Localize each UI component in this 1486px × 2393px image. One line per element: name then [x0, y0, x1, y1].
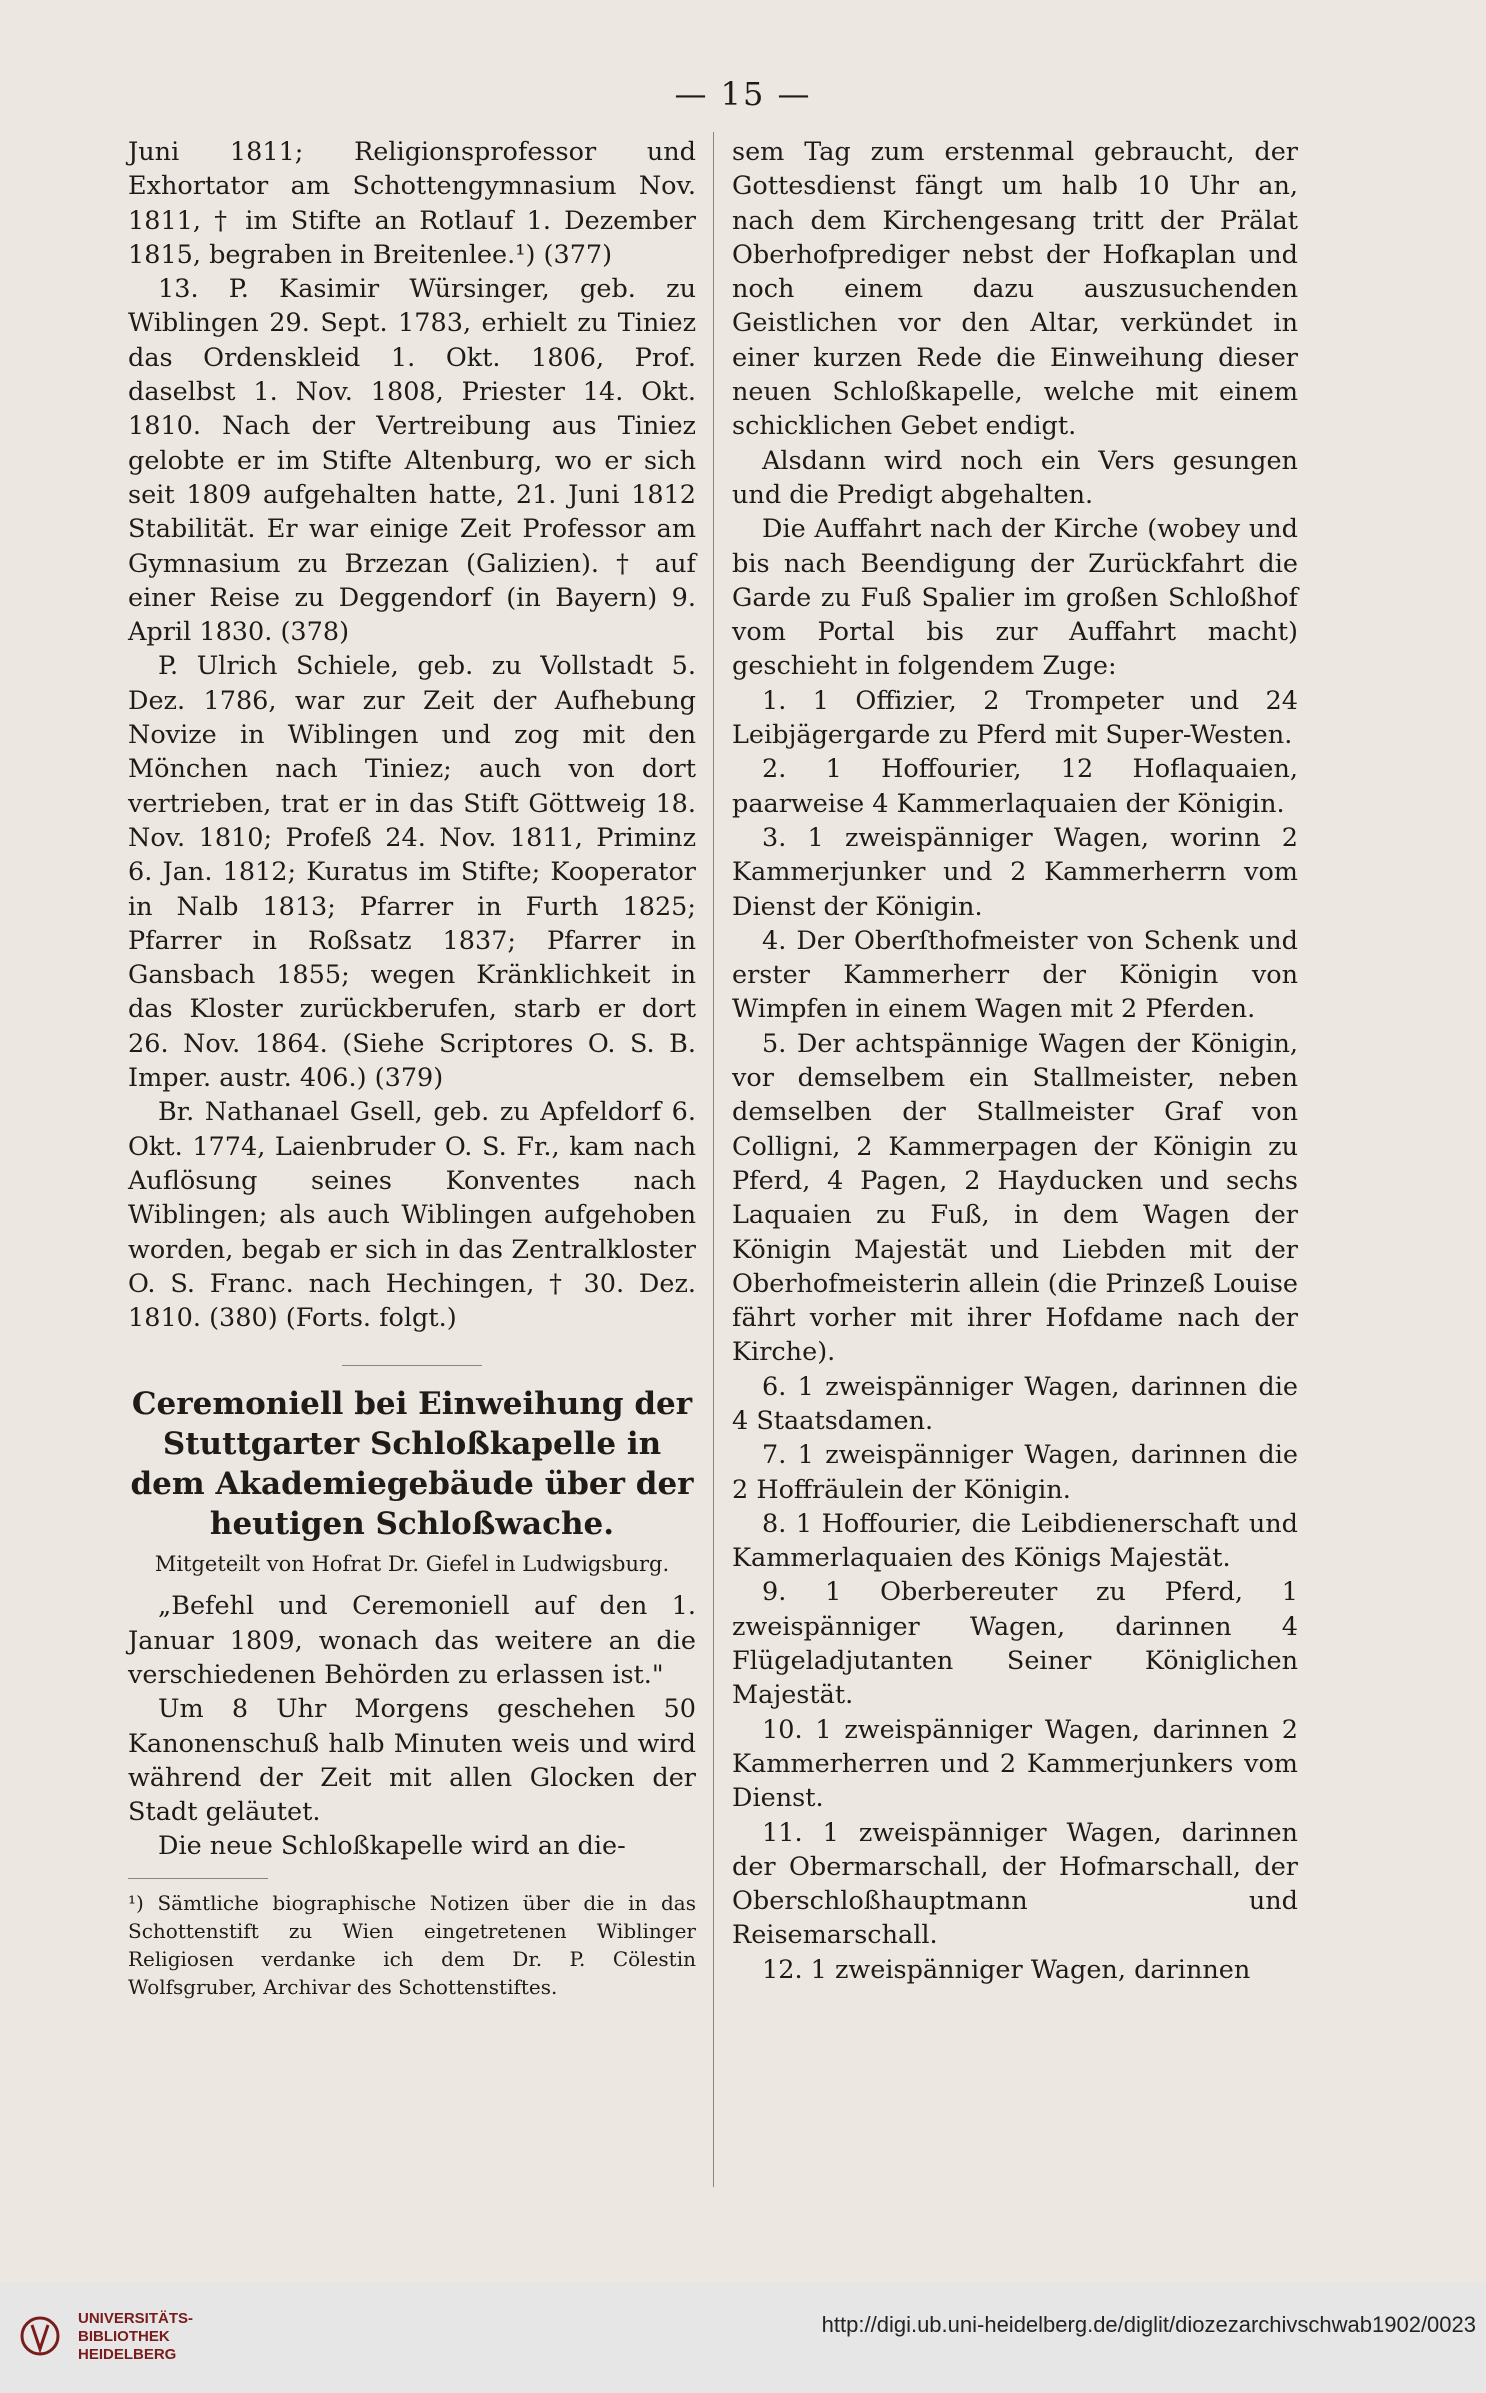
logo-line: BIBLIOTHEK — [78, 2328, 170, 2345]
logo-line: UNIVERSITÄTS- — [78, 2310, 194, 2327]
paragraph: Br. Nathanael Gsell, geb. zu Apfeldorf 6. Okt. 1774, Laienbruder O. S. Fr., kam nach Auflösung seines Konventes nach Wiblingen; als auch Wiblingen aufgehoben worden, begab er sich in das Zentralkloster O. S. Franc. nach Hechingen, † 30. Dez. 1810. (380) (Forts. folgt.) — [128, 1097, 696, 1334]
page-number: — 15 — — [674, 75, 812, 113]
section-divider — [342, 1365, 482, 1366]
procession-item: 8. 1 Hoffourier, die Leibdienerschaft und Kammerlaquaien des Königs Majestät. — [732, 1508, 1298, 1574]
procession-item: 3. 1 zweispänniger Wagen, worinn 2 Kammerjunker und 2 Kammerherrn vom Dienst der Königin. — [732, 822, 1298, 922]
procession-item: 10. 1 zweispänniger Wagen, darinnen 2 Kammerherren und 2 Kammerjunkers vom Dienst. — [732, 1714, 1298, 1814]
paragraph: Die Auffahrt nach der Kirche (wobey und bis nach Beendigung der Zurückfahrt die Garde zu Fuß Spalier im großen Schloßhof vom Portal bis zur Auffahrt macht) geschieht in folgendem Zuge: — [732, 514, 1298, 682]
paragraph: Alsdann wird noch ein Vers gesungen und die Predigt abgehalten. — [732, 445, 1298, 510]
logo-line: HEIDELBERG — [78, 2346, 177, 2363]
procession-item: 12. 1 zweispänniger Wagen, darinnen — [762, 1954, 1251, 1985]
procession-item: 7. 1 zweispänniger Wagen, darinnen die 2 Hoffräulein der Königin. — [732, 1440, 1298, 1505]
paragraph: sem Tag zum erstenmal gebraucht, der Gottesdienst fängt um halb 10 Uhr an, nach dem Kirchengesang tritt der Prälat Oberhofprediger nebst der Hofkaplan und noch einem dazu auszusuchenden Geistlichen vor den Altar, verkündet in einer kurzen Rede die Einweihung dieser neuen Schloßkapelle, welche mit einem schicklichen Gebet endigt. — [732, 137, 1298, 442]
paragraph: „Befehl und Ceremoniell auf den 1. Januar 1809, wonach das weitere an die verschiedenen Behörden zu erlassen ist." — [128, 1591, 696, 1690]
procession-item: 9. 1 Oberbereuter zu Pferd, 1 zweispänniger Wagen, darinnen 4 Flügeladjutanten Seiner Königlichen Majestät. — [732, 1577, 1298, 1711]
procession-item: 2. 1 Hoffourier, 12 Hoflaquaien, paarweise 4 Kammerlaquaien der Königin. — [732, 754, 1298, 819]
footnote: ¹) Sämtliche biographische Notizen über die in das Schottenstift zu Wien eingetretenen Wiblinger Religiosen verdanke ich dem Dr. P. Cölestin Wolfsgruber, Archivar des Schottenstiftes. — [128, 1890, 696, 1999]
procession-item: 1. 1 Offizier, 2 Trompeter und 24 Leibjägergarde zu Pferd mit Super-Westen. — [732, 685, 1298, 751]
procession-item: 11. 1 zweispänniger Wagen, darinnen der Obermarschall, der Hofmarschall, der Oberschloßhauptmann und Reisemarschall. — [732, 1817, 1298, 1951]
procession-item: 4. Der Oberſthofmeister von Schenk und erster Kammerherr der Königin von Wimpfen in einem Wagen mit 2 Pferden. — [732, 925, 1298, 1025]
procession-item: 5. Der achtspännige Wagen der Königin, vor demselbem ein Stallmeister, neben demselben der Stallmeister Graf von Colligni, 2 Kammerpagen der Königin zu Pferd, 4 Pagen, 2 Hayducken und sechs Laquaien zu Fuß, in dem Wagen der Königin Majestät und Liebden mit der Oberhofmeisterin allein (die Prinzeß Louise fährt vorher mit ihrer Hofdame nach der Kirche). — [732, 1028, 1298, 1368]
library-logo-text — [78, 2310, 193, 2364]
footnote-divider — [128, 1878, 268, 1879]
university-seal-icon — [20, 2305, 60, 2367]
paragraph: Die neue Schloßkapelle wird an die- — [158, 1831, 626, 1862]
source-url-link[interactable]: http://digi.ub.uni-heidelberg.de/diglit/diozezarchivschwab1902/0023 — [821, 2312, 1476, 2337]
article-headline: Ceremoniell bei Einweihung der Stuttgarter Schloßkapelle in dem Akademiegebäude über der heutigen Schloßwache. — [130, 1386, 694, 1543]
paragraph: Um 8 Uhr Morgens geschehen 50 Kanonenschuß halb Minuten weis und wird während der Zeit mit allen Glocken der Stadt geläutet. — [128, 1694, 696, 1828]
paragraph: 13. P. Kasimir Würsinger, geb. zu Wiblingen 29. Sept. 1783, erhielt zu Tiniez das Ordenskleid 1. Okt. 1806, Prof. daselbst 1. Nov. 1808, Priester 14. Okt. 1810. Nach der Vertreibung aus Tiniez gelobte er im Stifte Altenburg, wo er sich seit 1809 aufgehalten hatte, 21. Juni 1812 Stabilität. Er war einige Zeit Professor am Gymnasium zu Brzezan (Galizien). † auf einer Reise zu Deggendorf (in Bayern) 9. April 1830. (378) — [128, 274, 696, 648]
procession-item: 6. 1 zweispänniger Wagen, darinnen die 4 Staatsdamen. — [732, 1371, 1298, 1436]
article-byline: Mitgeteilt von Hofrat Dr. Giefel in Ludwigsburg. — [154, 1552, 670, 1577]
paragraph: P. Ulrich Schiele, geb. zu Vollstadt 5. Dez. 1786, war zur Zeit der Aufhebung Novize in Wiblingen und zog mit den Mönchen nach Tiniez; auch von dort vertrieben, trat er in das Stift Göttweig 18. Nov. 1810; Profeß 24. Nov. 1811, Priminz 6. Jan. 1812; Kuratus im Stifte; Kooperator in Nalb 1813; Pfarrer in Furth 1825; Pfarrer in Roßsatz 1837; Pfarrer in Gansbach 1855; wegen Kränklichkeit in das Kloster zurückberufen, starb er dort 26. Nov. 1864. (Siehe Scriptores O. S. B. Imper. austr. 406.) (379) — [128, 651, 696, 1094]
left-column — [128, 135, 696, 2001]
column-divider — [713, 132, 714, 2187]
right-column — [732, 135, 1298, 1987]
paragraph: Juni 1811; Religionsprofessor und Exhortator am Schottengymnasium Nov. 1811, † im Stifte an Rotlauf 1. Dezember 1815, begraben in Breitenlee.¹) (377) — [128, 137, 696, 270]
